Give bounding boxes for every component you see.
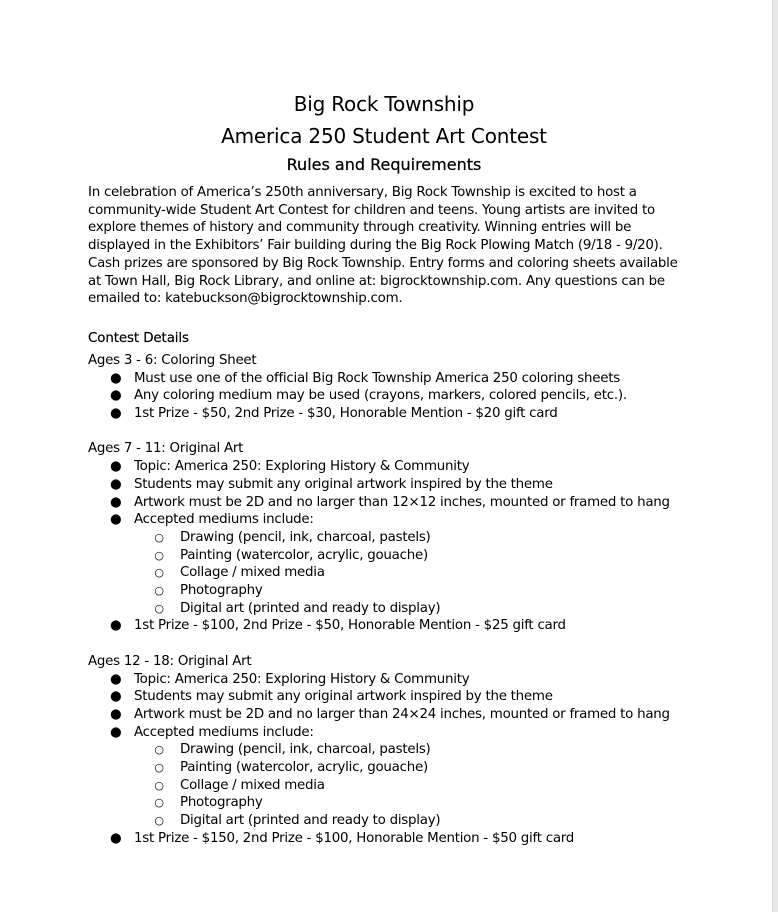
prize-item: ● 1st Prize - $150, 2nd Prize - $100, Honorable Mention - $50 gift card	[110, 830, 575, 846]
bullet-icon: ●	[110, 476, 122, 492]
medium-item: ○ Photography	[154, 795, 263, 811]
medium-item: ○ Drawing (pencil, ink, charcoal, pastels)	[154, 529, 431, 545]
group-heading: Ages 7 - 11: Original Art	[88, 441, 244, 457]
group-ages-12-18	[88, 653, 680, 848]
medium-item: ○ Drawing (pencil, ink, charcoal, pastels)	[154, 742, 431, 758]
rules-list	[88, 370, 680, 423]
medium-item: ○ Collage / mixed media	[154, 777, 325, 793]
document-page	[88, 88, 680, 865]
sub-bullet-icon: ○	[154, 601, 164, 615]
medium-item: ○ Digital art (printed and ready to display)	[154, 813, 441, 829]
list-item: ● Topic: America 250: Exploring History & Community	[110, 671, 470, 687]
bullet-icon: ●	[110, 459, 122, 475]
prize-item: ● 1st Prize - $100, 2nd Prize - $50, Honorable Mention - $25 gift card	[110, 618, 566, 634]
sub-bullet-icon: ○	[154, 548, 164, 562]
group-heading: Ages 3 - 6: Coloring Sheet	[88, 352, 257, 368]
list-item: ● Accepted mediums include:	[110, 724, 314, 740]
sub-bullet-icon: ○	[154, 584, 164, 598]
group-ages-3-6	[88, 352, 680, 423]
intro-paragraph: In celebration of America’s 250th anniversary, Big Rock Township is excited to host a community-wide Student Art Contest for children and teens. Young artists are invited to explore themes of history and community through creativity. Winning entries will be displayed in the Exhibitors’ Fair building during the Big Rock Plowing Match (9/18 - 9/20). Cash prizes are sponsored by Big Rock Township. Entry forms and coloring sheets available at Town Hall, Big Rock Library, and online at: bigrocktownship.com. Any questions can be emailed to: katebuckson@bigrocktownship.com.	[88, 185, 678, 307]
sub-bullet-icon: ○	[154, 778, 164, 792]
list-item: ● Accepted mediums include:	[110, 512, 314, 528]
list-item: ● Topic: America 250: Exploring History & Community	[110, 459, 470, 475]
medium-item: ○ Painting (watercolor, acrylic, gouache)	[154, 760, 428, 776]
list-item: ● Artwork must be 2D and no larger than 12×12 inches, mounted or framed to hang	[110, 494, 670, 510]
medium-item: ○ Collage / mixed media	[154, 565, 325, 581]
group-heading: Ages 12 - 18: Original Art	[88, 653, 252, 669]
bullet-icon: ●	[110, 512, 122, 528]
subtitle-rules: Rules and Requirements	[286, 155, 482, 174]
list-item: ● Any coloring medium may be used (crayons, markers, colored pencils, etc.).	[110, 388, 627, 404]
bullet-icon: ●	[110, 388, 122, 404]
bullet-icon: ●	[110, 706, 122, 722]
title-contest: America 250 Student Art Contest	[221, 124, 547, 148]
medium-item: ○ Digital art (printed and ready to display)	[154, 600, 441, 616]
title-township: Big Rock Township	[293, 92, 475, 116]
contest-details-heading: Contest Details	[88, 330, 189, 346]
sub-bullet-icon: ○	[154, 743, 164, 757]
sub-bullet-icon: ○	[154, 761, 164, 775]
list-item: ● Students may submit any original artwork inspired by the theme	[110, 689, 553, 705]
list-item: ● Must use one of the official Big Rock Township America 250 coloring sheets	[110, 370, 620, 386]
bullet-icon: ●	[110, 618, 122, 634]
bullet-icon: ●	[110, 494, 122, 510]
rules-list	[88, 458, 680, 635]
list-item: ● Students may submit any original artwork inspired by the theme	[110, 476, 553, 492]
list-item: ● Artwork must be 2D and no larger than 24×24 inches, mounted or framed to hang	[110, 706, 670, 722]
medium-item: ○ Painting (watercolor, acrylic, gouache)	[154, 547, 428, 563]
sub-bullet-icon: ○	[154, 814, 164, 828]
bullet-icon: ●	[110, 689, 122, 705]
medium-item: ○ Photography	[154, 583, 263, 599]
bullet-icon: ●	[110, 370, 122, 386]
sub-bullet-icon: ○	[154, 530, 164, 544]
group-ages-7-11	[88, 440, 680, 635]
sub-bullet-icon: ○	[154, 796, 164, 810]
bullet-icon: ●	[110, 406, 122, 422]
list-item: ● 1st Prize - $50, 2nd Prize - $30, Honorable Mention - $20 gift card	[110, 406, 558, 422]
bullet-icon: ●	[110, 671, 122, 687]
bullet-icon: ●	[110, 724, 122, 740]
rules-list	[88, 671, 680, 848]
page-edge-scrollbar[interactable]	[772, 0, 778, 912]
bullet-icon: ●	[110, 830, 122, 846]
sub-bullet-icon: ○	[154, 566, 164, 580]
